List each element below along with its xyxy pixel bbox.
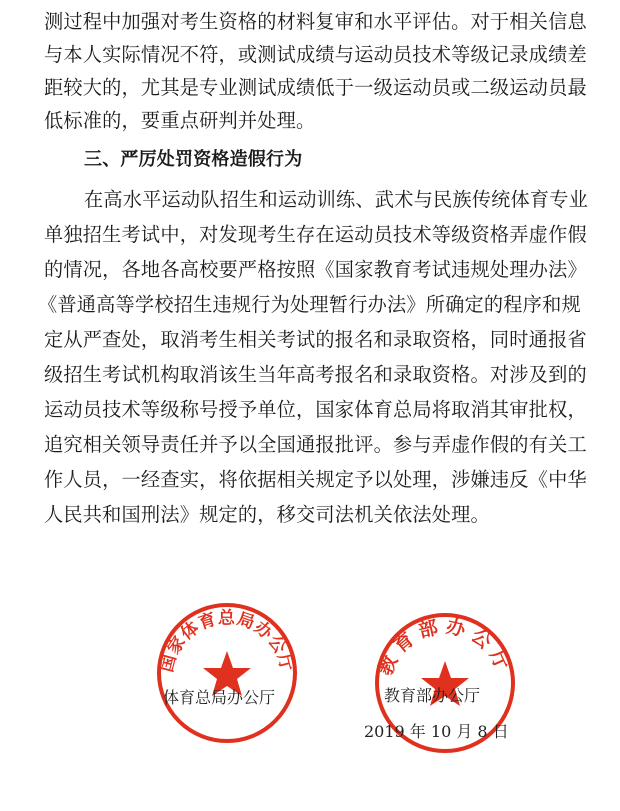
section-heading: 三、严厉处罚资格造假行为 (84, 149, 303, 170)
left-seal-text: 国家体育总局办公厅 (157, 608, 297, 675)
body-line: 的情况，各地各高校要严格按照《国家教育考试违规处理办法》 (44, 258, 587, 281)
body-line: 低标准的，要重点研判并处理。 (44, 109, 316, 132)
body-line: 与本人实际情况不符，或测试成绩与运动员技术等级记录成绩差 (44, 43, 587, 66)
body-line: 定从严查处，取消考生相关考试的报名和录取资格，同时通报省 (44, 328, 587, 351)
body-line: 《普通高等学校招生违规行为处理暂行办法》所确定的程序和规 (38, 293, 581, 316)
right-signature-org: 教育部办公厅 (384, 686, 481, 705)
body-line: 追究相关领导责任并予以全国通报批评。参与弄虚作假的有关工 (44, 433, 587, 456)
body-line: 距较大的，尤其是专业测试成绩低于一级运动员或二级运动员最 (44, 76, 587, 99)
body-line: 在高水平运动队招生和运动训练、武术与民族传统体育专业 (84, 188, 589, 211)
body-line: 级招生考试机构取消该生当年高考报名和录取资格。对涉及到的 (44, 363, 587, 386)
body-line: 人民共和国刑法》规定的，移交司法机关依法处理。 (44, 503, 490, 526)
body-line: 运动员技术等级称号授予单位，国家体育总局将取消其审批权， (44, 398, 587, 421)
right-seal-text: 教育部办公厅 (374, 615, 516, 679)
left-official-seal (152, 598, 302, 748)
body-line: 单独招生考试中，对发现考生存在运动员技术等级资格弄虚作假 (44, 223, 587, 246)
signature-date: 2019 年 10 月 8 日 (364, 722, 509, 741)
body-line: 测过程中加强对考生资格的材料复审和水平评估。对于相关信息 (44, 10, 587, 33)
body-line: 作人员，一经查实，将依据相关规定予以处理，涉嫌违反《中华 (44, 468, 587, 491)
left-signature-org: 体育总局办公厅 (163, 688, 276, 707)
